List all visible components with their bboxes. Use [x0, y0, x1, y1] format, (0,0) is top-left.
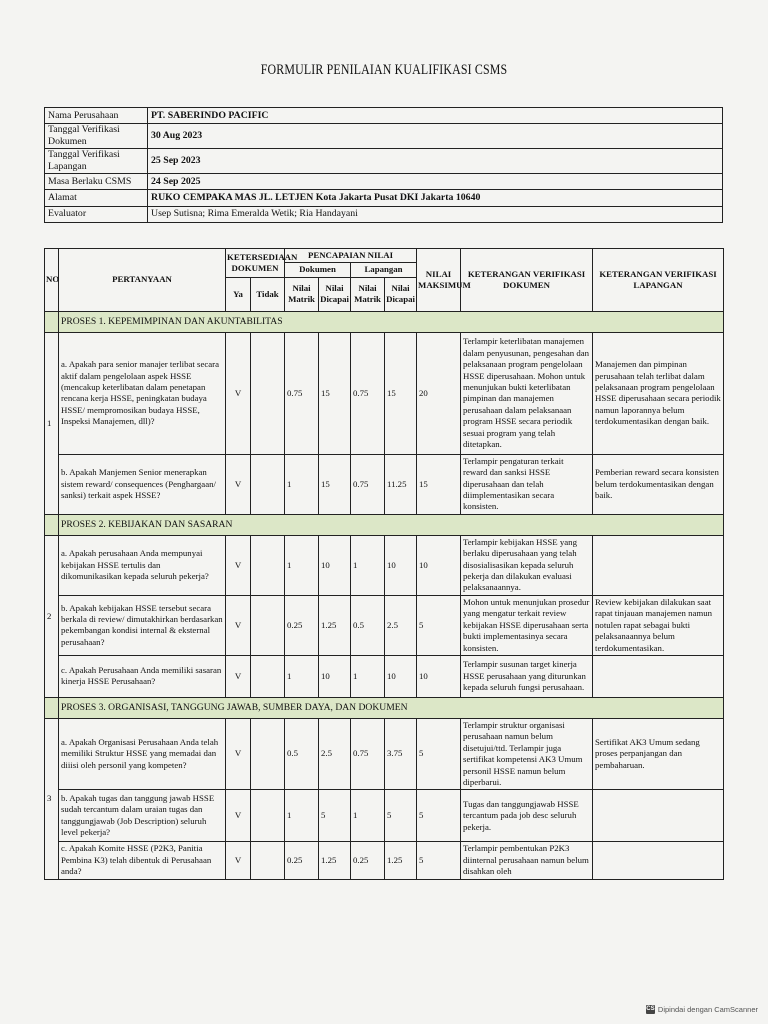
- header-no: NO: [45, 249, 59, 312]
- header-dokumen: Dokumen: [285, 263, 351, 277]
- info-value: 30 Aug 2023: [148, 124, 723, 149]
- answer-tidak: [251, 595, 285, 655]
- lap-nilai-matrik: 1: [351, 655, 385, 697]
- dok-nilai-matrik: 1: [285, 454, 319, 514]
- page-title: FORMULIR PENILAIAN KUALIFIKASI CSMS: [260, 62, 508, 78]
- header-lap-nilai-matrik: Nilai Matrik: [351, 277, 385, 311]
- info-label: Nama Perusahaan: [45, 108, 148, 124]
- nilai-maksimum: 5: [417, 718, 461, 789]
- answer-tidak: [251, 718, 285, 789]
- dok-nilai-matrik: 0.75: [285, 332, 319, 454]
- keterangan-dokumen: Mohon untuk menunjukan prosedur yang mengatur terkait review kebijakan HSSE diperusahaan serta bukti implementasinya secara konsisten.: [461, 595, 593, 655]
- keterangan-dokumen: Terlampir kebijakan HSSE yang berlaku diperusahaan yang telah disosialisasikan kepada seluruh pekerja dan dilakukan evaluasi pelaksanaannya.: [461, 535, 593, 595]
- info-row: [45, 190, 723, 206]
- answer-ya: V: [226, 655, 251, 697]
- nilai-maksimum: 5: [417, 595, 461, 655]
- nilai-maksimum: 10: [417, 655, 461, 697]
- camscanner-watermark: [646, 1005, 758, 1014]
- answer-ya: V: [226, 842, 251, 879]
- dok-nilai-dicapai: 15: [319, 454, 351, 514]
- header-ya: Ya: [226, 277, 251, 311]
- keterangan-lapangan: Manajemen dan pimpinan perusahaan telah terlibat dalam pelaksanaan program pengelolaan HSSE diperusahaan secara periodik namun laporannya belum terdokumentasikan dengan baik.: [593, 332, 724, 454]
- question-text: a. Apakah Organisasi Perusahaan Anda telah memiliki Struktur HSSE yang memadai dan diiisi oleh personil yang kompeten?: [59, 718, 226, 789]
- lap-nilai-matrik: 0.75: [351, 718, 385, 789]
- lap-nilai-matrik: 0.75: [351, 454, 385, 514]
- header-dok-nilai-dicapai: Nilai Dicapai: [319, 277, 351, 311]
- question-row: [45, 332, 724, 454]
- watermark-text: Dipindai dengan CamScanner: [657, 1005, 758, 1014]
- header-lapangan: Lapangan: [351, 263, 417, 277]
- dok-nilai-dicapai: 1.25: [319, 842, 351, 879]
- dok-nilai-matrik: 0.25: [285, 595, 319, 655]
- header-lap-nilai-dicapai: Nilai Dicapai: [385, 277, 417, 311]
- lap-nilai-dicapai: 5: [385, 790, 417, 842]
- keterangan-dokumen: Tugas dan tanggungjawab HSSE tercantum pada job desc seluruh pekerja.: [461, 790, 593, 842]
- keterangan-dokumen: Terlampir pengaturan terkait reward dan sanksi HSSE diperusahaan dan telah diimplementasikan secara konsisten.: [461, 454, 593, 514]
- info-row: [45, 149, 723, 174]
- nilai-maksimum: 5: [417, 842, 461, 879]
- question-row: [45, 535, 724, 595]
- answer-ya: V: [226, 595, 251, 655]
- info-label: Masa Berlaku CSMS: [45, 174, 148, 190]
- question-text: a. Apakah perusahaan Anda mempunyai kebijakan HSSE tertulis dan dikomunikasikan kepada seluruh pekerja?: [59, 535, 226, 595]
- dok-nilai-dicapai: 15: [319, 332, 351, 454]
- answer-tidak: [251, 655, 285, 697]
- nilai-maksimum: 15: [417, 454, 461, 514]
- lap-nilai-dicapai: 2.5: [385, 595, 417, 655]
- keterangan-lapangan: Pemberian reward secara konsisten belum terdokumentasikan dengan baik.: [593, 454, 724, 514]
- info-value: RUKO CEMPAKA MAS JL. LETJEN Kota Jakarta Pusat DKI Jakarta 10640: [148, 190, 723, 206]
- info-value: PT. SABERINDO PACIFIC: [148, 108, 723, 124]
- dok-nilai-matrik: 1: [285, 535, 319, 595]
- header-tidak: Tidak: [251, 277, 285, 311]
- question-text: c. Apakah Komite HSSE (P2K3, Panitia Pembina K3) telah dibentuk di Perusahaan anda?: [59, 842, 226, 879]
- lap-nilai-matrik: 0.75: [351, 332, 385, 454]
- header-pencapaian: PENCAPAIAN NILAI: [285, 249, 417, 263]
- answer-ya: V: [226, 454, 251, 514]
- answer-ya: V: [226, 332, 251, 454]
- answer-ya: V: [226, 718, 251, 789]
- info-value: 24 Sep 2025: [148, 174, 723, 190]
- dok-nilai-matrik: 1: [285, 790, 319, 842]
- keterangan-lapangan: [593, 842, 724, 879]
- info-row: [45, 206, 723, 222]
- answer-tidak: [251, 790, 285, 842]
- question-text: b. Apakah Manjemen Senior menerapkan sistem reward/ consequences (Penghargaan/ sanksi) terkait aspek HSSE?: [59, 454, 226, 514]
- dok-nilai-dicapai: 1.25: [319, 595, 351, 655]
- lap-nilai-matrik: 0.5: [351, 595, 385, 655]
- question-row: [45, 655, 724, 697]
- keterangan-dokumen: Terlampir struktur organisasi perusahaan namun belum disetujui/ttd. Terlampir juga sertifikat kompetensi AK3 Umum personil HSSE namun belum diperbarui.: [461, 718, 593, 789]
- header-ket-dokumen: KETERANGAN VERIFIKASI DOKUMEN: [461, 249, 593, 312]
- process-header-row: [45, 514, 724, 535]
- question-row: [45, 718, 724, 789]
- dok-nilai-dicapai: 10: [319, 535, 351, 595]
- header-ketersediaan: KETERSEDIAAN DOKUMEN: [226, 249, 285, 278]
- keterangan-dokumen: Terlampir keterlibatan manajemen dalam penyusunan, pengesahan dan pelaksanaan program pengelolaan HSSE diperusahaan. Mohon untuk menunjukan bukti keterlibatan pimpinan dan manajemen perusahaan dalam pelaksanaan program HSSE secara periodik sesuai program yang telah ditetapkan.: [461, 332, 593, 454]
- info-label: Tanggal Verifikasi Dokumen: [45, 124, 148, 149]
- keterangan-lapangan: Review kebijakan dilakukan saat rapat tinjauan manajemen namun notulen rapat sebagai bukti pelaksanaannya belum terdokumentasikan.: [593, 595, 724, 655]
- process-title: PROSES 2. KEBIJAKAN DAN SASARAN: [59, 514, 724, 535]
- nilai-maksimum: 5: [417, 790, 461, 842]
- info-label: Tanggal Verifikasi Lapangan: [45, 149, 148, 174]
- answer-tidak: [251, 535, 285, 595]
- lap-nilai-dicapai: 1.25: [385, 842, 417, 879]
- answer-tidak: [251, 454, 285, 514]
- answer-ya: V: [226, 790, 251, 842]
- info-row: [45, 124, 723, 149]
- keterangan-lapangan: Sertifikat AK3 Umum sedang proses perpanjangan dan pembaharuan.: [593, 718, 724, 789]
- process-header-row: [45, 311, 724, 332]
- header-dok-nilai-matrik: Nilai Matrik: [285, 277, 319, 311]
- assessment-body: [45, 311, 724, 879]
- lap-nilai-dicapai: 15: [385, 332, 417, 454]
- header-ket-lapangan: KETERANGAN VERIFIKASI LAPANGAN: [593, 249, 724, 312]
- question-row: [45, 454, 724, 514]
- info-value: 25 Sep 2023: [148, 149, 723, 174]
- process-no-cell: [45, 311, 59, 332]
- info-row: [45, 174, 723, 190]
- company-info-table: [44, 107, 723, 223]
- process-header-row: [45, 697, 724, 718]
- keterangan-lapangan: [593, 535, 724, 595]
- dok-nilai-matrik: 1: [285, 655, 319, 697]
- assessment-table: [44, 248, 724, 880]
- lap-nilai-matrik: 0.25: [351, 842, 385, 879]
- header-pertanyaan: PERTANYAAN: [59, 249, 226, 312]
- process-number: 1: [45, 332, 59, 514]
- nilai-maksimum: 20: [417, 332, 461, 454]
- lap-nilai-dicapai: 10: [385, 535, 417, 595]
- lap-nilai-dicapai: 3.75: [385, 718, 417, 789]
- header-nilai-maks: NILAI MAKSIMUM: [417, 249, 461, 312]
- info-row: [45, 108, 723, 124]
- question-row: [45, 842, 724, 879]
- dok-nilai-dicapai: 10: [319, 655, 351, 697]
- process-title: PROSES 3. ORGANISASI, TANGGUNG JAWAB, SUMBER DAYA, DAN DOKUMEN: [59, 697, 724, 718]
- lap-nilai-dicapai: 11.25: [385, 454, 417, 514]
- process-number: 2: [45, 535, 59, 697]
- keterangan-lapangan: [593, 790, 724, 842]
- keterangan-dokumen: Terlampir pembentukan P2K3 diinternal perusahaan namun belum disahkan oleh: [461, 842, 593, 879]
- question-text: b. Apakah kebijakan HSSE tersebut secara berkala di review/ dimutakhirkan berdasarkan pekembangan kondisi internal & eksternal perusahaan?: [59, 595, 226, 655]
- dok-nilai-matrik: 0.5: [285, 718, 319, 789]
- info-label: Evaluator: [45, 206, 148, 222]
- question-text: c. Apakah Perusahaan Anda memiliki sasaran kinerja HSSE Perusahaan?: [59, 655, 226, 697]
- process-no-cell: [45, 514, 59, 535]
- dok-nilai-matrik: 0.25: [285, 842, 319, 879]
- lap-nilai-dicapai: 10: [385, 655, 417, 697]
- question-text: a. Apakah para senior manajer terlibat secara aktif dalam pengelolaan aspek HSSE (mencakup keterlibatan dalam penetapan rencana kerja HSSE, peningkatan budaya HSSE/ mempromosikan budaya HSSE, Inspeksi Manajemen, dll)?: [59, 332, 226, 454]
- lap-nilai-matrik: 1: [351, 790, 385, 842]
- camscanner-logo-icon: CS: [646, 1006, 655, 1012]
- nilai-maksimum: 10: [417, 535, 461, 595]
- answer-tidak: [251, 332, 285, 454]
- process-no-cell: [45, 697, 59, 718]
- keterangan-lapangan: [593, 655, 724, 697]
- info-value: Usep Sutisna; Rima Emeralda Wetik; Ria Handayani: [148, 206, 723, 222]
- answer-tidak: [251, 842, 285, 879]
- dok-nilai-dicapai: 5: [319, 790, 351, 842]
- answer-ya: V: [226, 535, 251, 595]
- process-title: PROSES 1. KEPEMIMPINAN DAN AKUNTABILITAS: [59, 311, 724, 332]
- question-row: [45, 790, 724, 842]
- dok-nilai-dicapai: 2.5: [319, 718, 351, 789]
- question-text: b. Apakah tugas dan tanggung jawab HSSE sudah tercantum dalam uraian tugas dan tanggungjawab (Job Description) seluruh level pekerja?: [59, 790, 226, 842]
- question-row: [45, 595, 724, 655]
- lap-nilai-matrik: 1: [351, 535, 385, 595]
- keterangan-dokumen: Terlampir susunan target kinerja HSSE perusahaan yang diturunkan kepada seluruh fungsi perusahaan.: [461, 655, 593, 697]
- process-number: 3: [45, 718, 59, 879]
- info-label: Alamat: [45, 190, 148, 206]
